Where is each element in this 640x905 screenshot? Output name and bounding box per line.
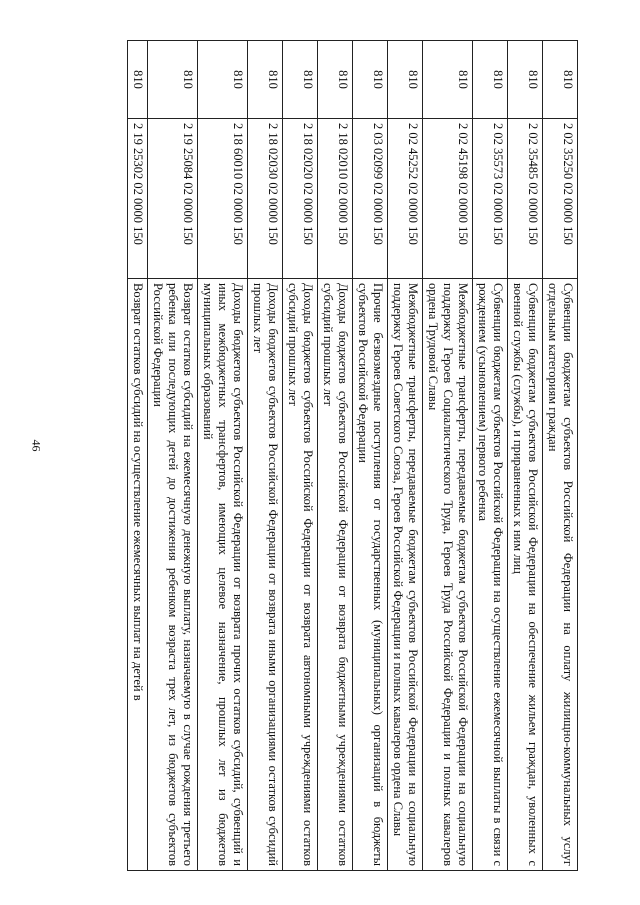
description-cell: Доходы бюджетов субъектов Российской Федерации от возврата прочих остатков субсидий, субвенций и иных межбюджетных трансфертов, имеющих целевое назначение, прошлых лет из бюджетов муниципальных образований — [198, 279, 248, 871]
description-cell: Возврат остатков субсидий на осуществление ежемесячных выплат на детей в — [128, 279, 148, 871]
table-row — [283, 41, 318, 871]
kbk-code-cell: 2 02 35485 02 0000 150 — [508, 119, 543, 279]
admin-code-cell: 810 — [283, 41, 318, 119]
table-row — [473, 41, 508, 871]
kbk-code-cell: 2 18 02010 02 0000 150 — [318, 119, 353, 279]
kbk-code-cell: 2 02 35250 02 0000 150 — [543, 119, 578, 279]
description-cell: Субвенции бюджетам субъектов Российской Федерации на оплату жилищно-коммунальных услуг отдельным категориям граждан — [543, 279, 578, 871]
admin-code-cell: 810 — [128, 41, 148, 119]
table-row — [128, 41, 148, 871]
description-cell: Прочие безвозмездные поступления от государственных (муниципальных) организаций в бюджеты субъектов Российской Федерации — [353, 279, 388, 871]
kbk-code-cell: 2 18 60010 02 0000 150 — [198, 119, 248, 279]
table-row — [353, 41, 388, 871]
table-row — [198, 41, 248, 871]
table-row — [318, 41, 353, 871]
admin-code-cell: 810 — [248, 41, 283, 119]
kbk-code-cell: 2 02 45198 02 0000 150 — [423, 119, 473, 279]
admin-code-cell: 810 — [353, 41, 388, 119]
description-cell: Субвенции бюджетам субъектов Российской Федерации на осуществление ежемесячной выплаты в связи с рождением (усыновлением) первого ребенка — [473, 279, 508, 871]
kbk-code-cell: 2 03 02099 02 0000 150 — [353, 119, 388, 279]
kbk-code-cell: 2 19 25084 02 0000 150 — [148, 119, 198, 279]
revenue-codes-table — [127, 40, 578, 871]
description-cell: Межбюджетные трансферты, передаваемые бюджетам субъектов Российской Федерации на социальную поддержку Героев Советского Союза, Героев Российской Федерации и полных кавалеров ордена Славы — [388, 279, 423, 871]
admin-code-cell: 810 — [318, 41, 353, 119]
kbk-code-cell: 2 02 35573 02 0000 150 — [473, 119, 508, 279]
kbk-code-cell: 2 19 25302 02 0000 150 — [128, 119, 148, 279]
kbk-code-cell: 2 18 02020 02 0000 150 — [283, 119, 318, 279]
description-cell: Доходы бюджетов субъектов Российской Федерации от возврата бюджетными учреждениями остатков субсидий прошлых лет — [318, 279, 353, 871]
table-row — [508, 41, 543, 871]
document-table-container — [127, 40, 578, 870]
page-number: 46 — [29, 439, 44, 452]
admin-code-cell: 810 — [148, 41, 198, 119]
admin-code-cell: 810 — [388, 41, 423, 119]
admin-code-cell: 810 — [198, 41, 248, 119]
table-row — [543, 41, 578, 871]
table-row — [388, 41, 423, 871]
kbk-code-cell: 2 18 02030 02 0000 150 — [248, 119, 283, 279]
table-row — [148, 41, 198, 871]
description-cell: Возврат остатков субсидий на ежемесячную денежную выплату, назначаемую в случае рождения третьего ребенка или последующих детей до достижения ребенком возраста трех лет, из бюджетов субъектов Российской Федерации — [148, 279, 198, 871]
admin-code-cell: 810 — [543, 41, 578, 119]
admin-code-cell: 810 — [473, 41, 508, 119]
description-cell: Доходы бюджетов субъектов Российской Федерации от возврата автономными учреждениями остатков субсидий прошлых лет — [283, 279, 318, 871]
admin-code-cell: 810 — [508, 41, 543, 119]
kbk-code-cell: 2 02 45252 02 0000 150 — [388, 119, 423, 279]
description-cell: Межбюджетные трансферты, передаваемые бюджетам субъектов Российской Федерации на социальную поддержку Героев Социалистического Труда, Героев Труда Российской Федерации и полных кавалеров ордена Трудовой Славы — [423, 279, 473, 871]
table-row — [248, 41, 283, 871]
description-cell: Доходы бюджетов субъектов Российской Федерации от возврата иными организациями остатков субсидий прошлых лет — [248, 279, 283, 871]
table-row — [423, 41, 473, 871]
admin-code-cell: 810 — [423, 41, 473, 119]
description-cell: Субвенции бюджетам субъектов Российской Федерации на обеспечение жильем граждан, уволенных с военной службы (службы), и приравненных к ним лиц — [508, 279, 543, 871]
table-body — [128, 41, 578, 871]
